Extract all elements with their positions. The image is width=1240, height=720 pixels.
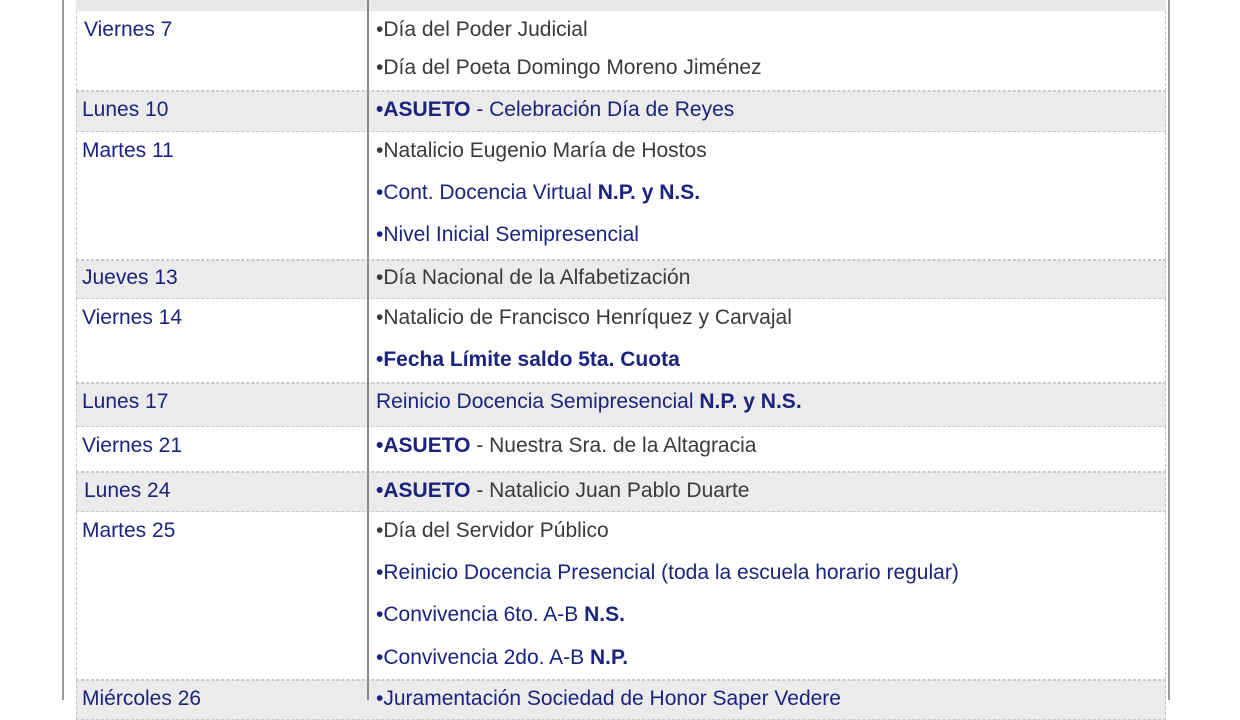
table-header-strip	[76, 0, 1166, 11]
date-cell: Miércoles 26	[82, 687, 202, 710]
date-cell: Lunes 10	[82, 98, 169, 121]
date-cell: Martes 25	[82, 519, 176, 542]
event-line: •ASUETO - Natalicio Juan Pablo Duarte	[376, 479, 750, 502]
column-separator	[367, 0, 369, 700]
date-cell: Viernes 14	[82, 306, 183, 329]
event-line: •Día del Poder Judicial	[376, 18, 588, 41]
event-line: •Juramentación Sociedad de Honor Saper Vedere	[376, 687, 841, 710]
event-line: •Día del Servidor Público	[376, 519, 609, 542]
event-line: •Fecha Límite saldo 5ta. Cuota	[376, 348, 680, 371]
event-line: •Convivencia 2do. A-B N.P.	[376, 646, 629, 669]
date-cell: Jueves 13	[82, 266, 178, 289]
date-cell: Viernes 21	[82, 434, 183, 457]
date-cell: Lunes 24	[84, 479, 171, 502]
event-line: Reinicio Docencia Semipresencial N.P. y N.S.	[376, 390, 802, 413]
event-line: •Día Nacional de la Alfabetización	[376, 266, 691, 289]
event-line: •Nivel Inicial Semipresencial	[376, 223, 639, 246]
date-cell: Viernes 7	[84, 18, 173, 41]
event-line: •Natalicio de Francisco Henríquez y Carvajal	[376, 306, 792, 329]
event-line: •Convivencia 6to. A-B N.S.	[376, 603, 625, 626]
event-line: •Cont. Docencia Virtual N.P. y N.S.	[376, 181, 701, 204]
event-line: •Natalicio Eugenio María de Hostos	[376, 139, 707, 162]
date-cell: Martes 11	[82, 139, 174, 162]
event-line: •ASUETO - Celebración Día de Reyes	[376, 98, 735, 121]
event-line: •Día del Poeta Domingo Moreno Jiménez	[376, 56, 762, 79]
event-line: •ASUETO - Nuestra Sra. de la Altagracia	[376, 434, 757, 457]
date-cell: Lunes 17	[82, 390, 169, 413]
event-line: •Reinicio Docencia Presencial (toda la escuela horario regular)	[376, 561, 959, 584]
